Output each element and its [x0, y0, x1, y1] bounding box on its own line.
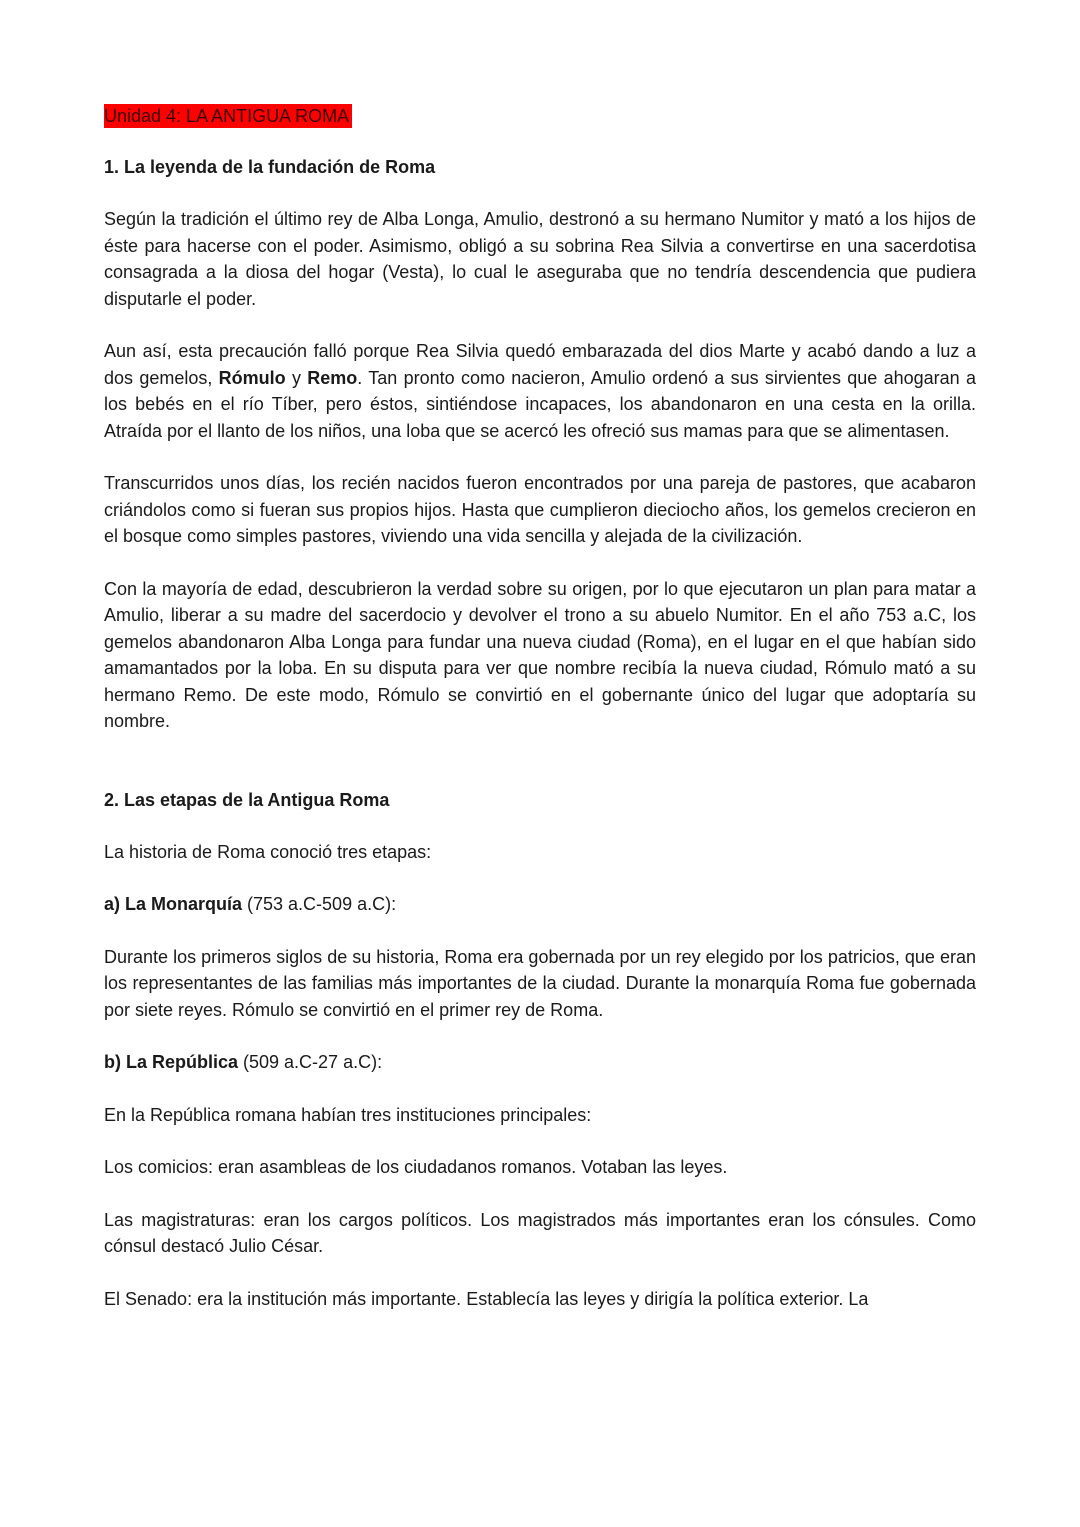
republic-heading [104, 1049, 976, 1076]
monarchy-dates: (753 a.C-509 a.C): [242, 894, 397, 914]
monarchy-text: Durante los primeros siglos de su historia, Roma era gobernada por un rey elegido por los patricios, que eran los representantes de las familias más importantes de la ciudad. Durante la monarquía Roma fue gobernada por siete reyes. Rómulo se convirtió en el primer rey de Roma. [104, 946, 976, 1020]
unit-title: Unidad 4: LA ANTIGUA ROMA [104, 104, 352, 128]
section-1-paragraph-2 [104, 338, 976, 444]
republic-intro: En la República romana habían tres instituciones principales: [104, 1104, 592, 1125]
text-run: y [285, 367, 308, 388]
monarchy-heading [104, 891, 976, 918]
monarchy-label: a) La Monarquía [104, 894, 243, 914]
republic-senado: El Senado: era la institución más importante. Establecía las leyes y dirigía la política exterior. La [104, 1288, 869, 1309]
section-1-paragraph-3: Transcurridos unos días, los recién nacidos fueron encontrados por una pareja de pastores, que acabaron criándolos como si fueran sus propios hijos. Hasta que cumplieron dieciocho años, los gemelos crecieron en el bosque como simples pastores, viviendo una vida sencilla y alejada de la civilización. [104, 473, 976, 546]
republic-comicios: Los comicios: eran asambleas de los ciudadanos romanos. Votaban las leyes. [104, 1157, 728, 1177]
section-1-heading: 1. La leyenda de la fundación de Roma [104, 157, 436, 177]
republic-magistraturas: Las magistraturas: eran los cargos políticos. Los magistrados más importantes eran los cónsules. Como cónsul destacó Julio César. [104, 1209, 976, 1256]
republic-dates: (509 a.C-27 a.C): [238, 1052, 383, 1072]
section-2-heading: 2. Las etapas de la Antigua Roma [104, 789, 390, 810]
section-2-intro: La historia de Roma conoció tres etapas: [104, 841, 432, 862]
text-run: Aun así, esta precaución falló porque Rea Silvia quedó embarazada del dios Marte y acabó dando a luz a dos gemelos, [104, 341, 976, 388]
section-1-paragraph-1: Según la tradición el último rey de Alba Longa, Amulio, destronó a su hermano Numitor y mató a los hijos de éste para hacerse con el poder. Asimismo, obligó a su sobrina Rea Silvia a convertirse en una sacerdotisa consagrada a la diosa del hogar (Vesta), lo cual le aseguraba que no tendría descendencia que pudiera disputarle el poder. [104, 209, 976, 309]
section-1-paragraph-4: Con la mayoría de edad, descubrieron la verdad sobre su origen, por lo que ejecutaron un plan para matar a Amulio, liberar a su madre del sacerdocio y devolver el trono a su abuelo Numitor. En el año 753 a.C, los gemelos abandonaron Alba Longa para fundar una nueva ciudad (Roma), en el lugar en el que habían sido amamantados por la loba. En su disputa para ver que nombre recibía la nueva ciudad, Rómulo mató a su hermano Remo. De este modo, Rómulo se convirtió en el gobernante único del lugar que adoptaría su nombre. [104, 578, 976, 731]
bold-remo: Remo [307, 367, 358, 388]
republic-label: b) La República [104, 1052, 239, 1072]
bold-romulo: Rómulo [218, 367, 286, 388]
text-run: . Tan pronto como nacieron, Amulio ordenó a sus sirvientes que ahogaran a los bebés en el río Tíber, pero éstos, sintiéndose incapaces, los abandonaron en una cesta en la orilla. Atraída por el llanto de los niños, una loba que se acercó les ofreció sus mamas para que se alimentasen. [104, 367, 976, 441]
